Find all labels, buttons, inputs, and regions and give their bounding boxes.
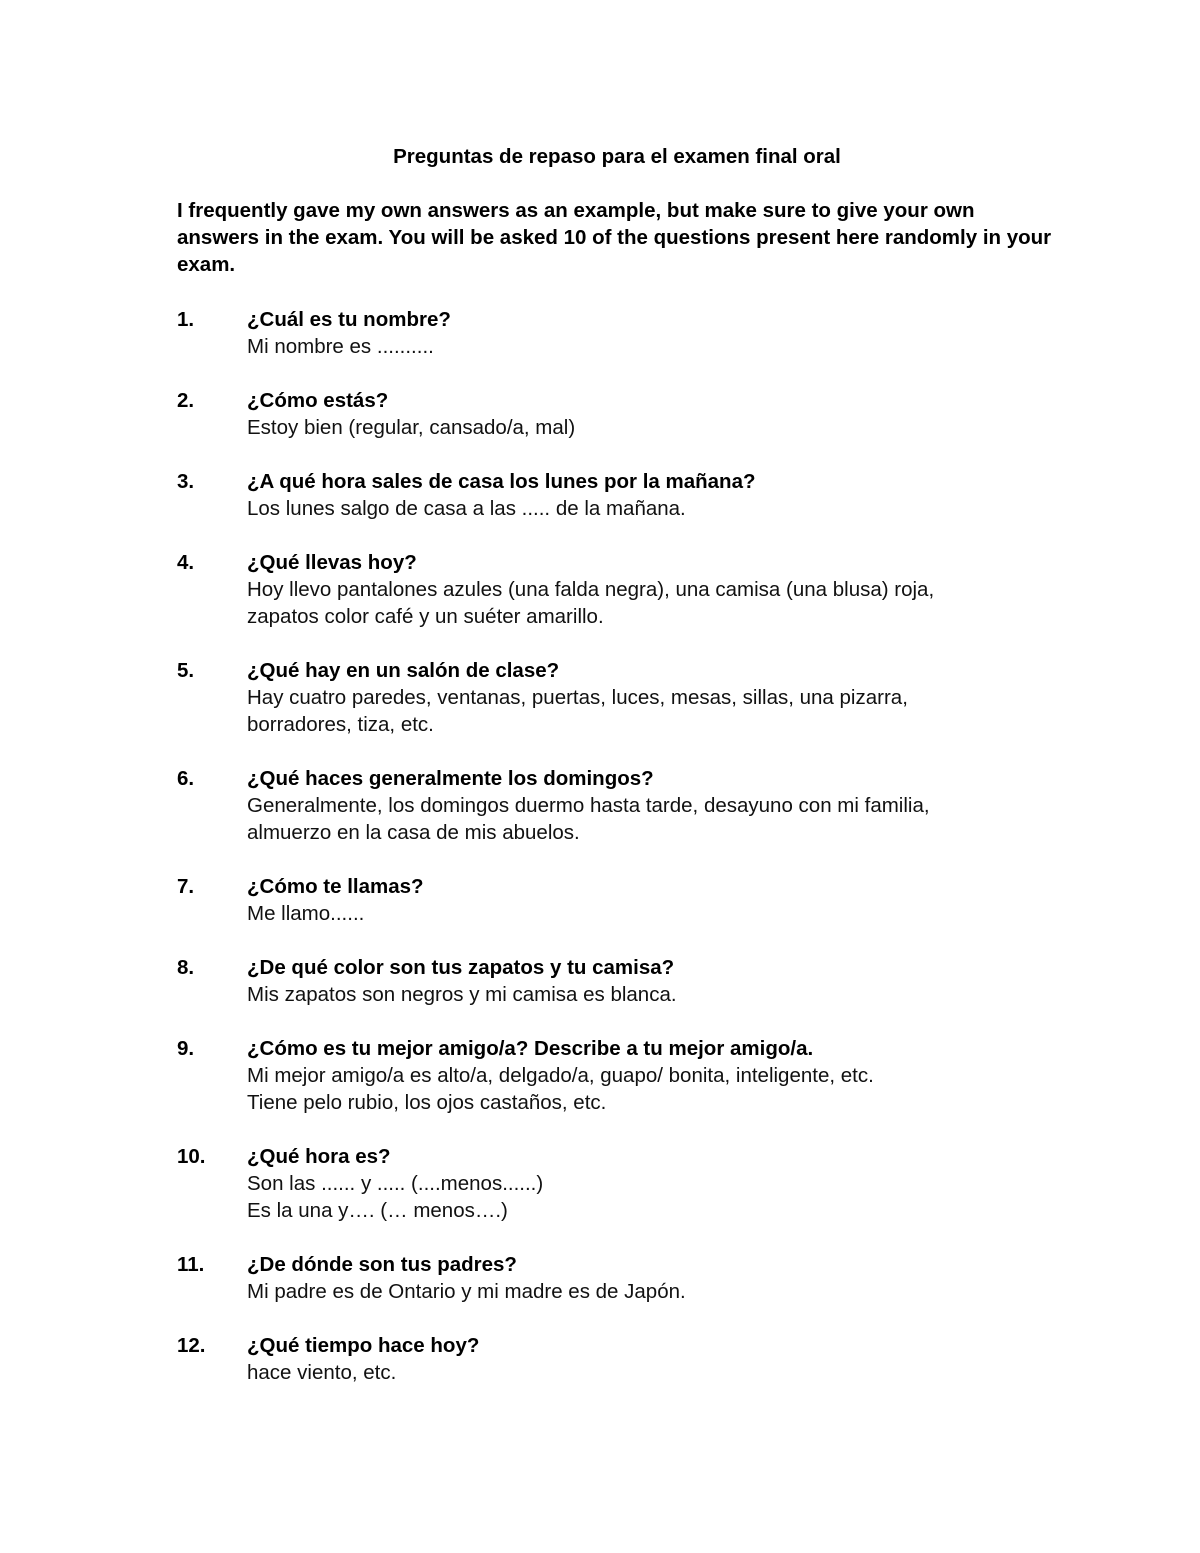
question-number: 12. <box>177 1334 206 1357</box>
question-text: ¿De dónde son tus padres? <box>247 1253 517 1276</box>
answer-line: Me llamo...... <box>247 902 365 925</box>
question-number: 4. <box>177 551 195 574</box>
question-item <box>177 1332 1077 1386</box>
question-item <box>177 954 1077 1008</box>
question-number: 7. <box>177 875 195 898</box>
question-text: ¿Qué hay en un salón de clase? <box>247 659 560 682</box>
answer-line: Los lunes salgo de casa a las ..... de la mañana. <box>247 497 686 520</box>
question-number: 2. <box>177 389 195 412</box>
question-item <box>177 873 1077 927</box>
question-item <box>177 1035 1077 1116</box>
question-number: 1. <box>177 308 195 331</box>
answer-line: zapatos color café y un suéter amarillo. <box>247 605 604 628</box>
intro-paragraph: I frequently gave my own answers as an example, but make sure to give your own answers in the exam. You will be asked 10 of the questions present here randomly in your exam. <box>177 199 1052 276</box>
question-item <box>177 387 1077 441</box>
question-number: 3. <box>177 470 195 493</box>
question-text: ¿Cómo estás? <box>247 389 389 412</box>
question-text: ¿A qué hora sales de casa los lunes por la mañana? <box>247 470 756 493</box>
question-text: ¿Qué haces generalmente los domingos? <box>247 767 654 790</box>
question-number: 10. <box>177 1145 206 1168</box>
question-item <box>177 468 1077 522</box>
answer-line: Hoy llevo pantalones azules (una falda negra), una camisa (una blusa) roja, <box>247 578 935 601</box>
question-item <box>177 765 1077 846</box>
answer-line: Mis zapatos son negros y mi camisa es blanca. <box>247 983 677 1006</box>
answer-line: Estoy bien (regular, cansado/a, mal) <box>247 416 576 439</box>
answer-line: Tiene pelo rubio, los ojos castaños, etc. <box>247 1091 607 1114</box>
question-number: 5. <box>177 659 195 682</box>
question-text: ¿Qué tiempo hace hoy? <box>247 1334 480 1357</box>
answer-line: Son las ...... y ..... (....menos......) <box>247 1172 544 1195</box>
question-number: 8. <box>177 956 195 979</box>
answer-line: Mi mejor amigo/a es alto/a, delgado/a, guapo/ bonita, inteligente, etc. <box>247 1064 874 1087</box>
answer-line: Mi padre es de Ontario y mi madre es de Japón. <box>247 1280 686 1303</box>
question-item <box>177 306 1077 360</box>
question-text: ¿Qué llevas hoy? <box>247 551 417 574</box>
question-item <box>177 549 1077 630</box>
answer-line: Hay cuatro paredes, ventanas, puertas, luces, mesas, sillas, una pizarra, <box>247 686 908 709</box>
answer-line: Es la una y…. (… menos….) <box>247 1199 508 1222</box>
answer-line: borradores, tiza, etc. <box>247 713 434 736</box>
question-text: ¿De qué color son tus zapatos y tu camisa? <box>247 956 675 979</box>
answer-line: Generalmente, los domingos duermo hasta tarde, desayuno con mi familia, <box>247 794 930 817</box>
question-text: ¿Cuál es tu nombre? <box>247 308 451 331</box>
answer-line: almuerzo en la casa de mis abuelos. <box>247 821 580 844</box>
question-number: 6. <box>177 767 195 790</box>
question-item <box>177 1143 1077 1224</box>
question-text: ¿Cómo es tu mejor amigo/a? Describe a tu mejor amigo/a. <box>247 1037 814 1060</box>
document-title: Preguntas de repaso para el examen final oral <box>393 145 841 168</box>
question-list <box>177 306 1077 1413</box>
question-text: ¿Cómo te llamas? <box>247 875 424 898</box>
question-text: ¿Qué hora es? <box>247 1145 391 1168</box>
question-number: 11. <box>177 1253 205 1276</box>
question-item <box>177 657 1077 738</box>
answer-line: hace viento, etc. <box>247 1361 397 1384</box>
answer-line: Mi nombre es .......... <box>247 335 434 358</box>
question-item <box>177 1251 1077 1305</box>
question-number: 9. <box>177 1037 195 1060</box>
